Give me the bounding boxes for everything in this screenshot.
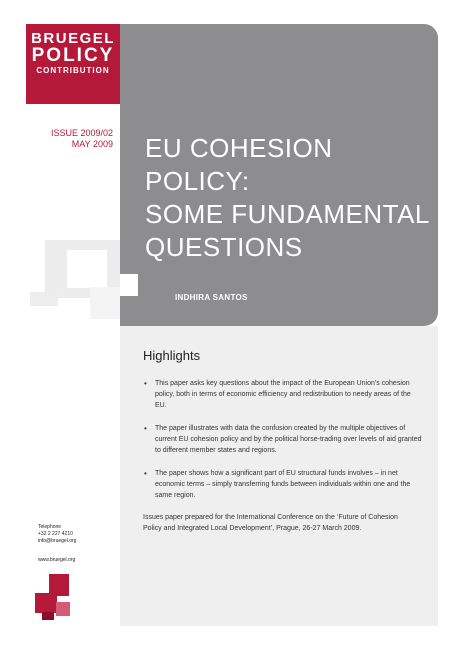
logo-line-contribution: CONTRIBUTION <box>36 66 110 75</box>
decor-square <box>120 274 138 296</box>
logo-line-policy: POLICY <box>31 45 115 66</box>
decor-red-square <box>56 602 70 616</box>
issue-number: ISSUE 2009/02 <box>50 128 113 138</box>
decor-red-square <box>35 593 57 613</box>
highlight-bullet: • This paper asks key questions about the impact of the European Union's cohesion policy, both in terms of economic efficiency and redistribution to needy areas of the EU. <box>143 378 423 411</box>
title-line: QUESTIONS <box>145 232 303 262</box>
decor-square <box>30 292 58 306</box>
title-line: SOME FUNDAMENTAL <box>145 199 430 229</box>
decor-square <box>67 250 107 288</box>
highlight-bullet: • The paper shows how a significant part of EU structural funds involves – in net economic terms – simply transferring funds between individuals within one and the same region. <box>143 468 423 501</box>
author-name: INDHIRA SANTOS <box>175 293 248 302</box>
issue-info <box>13 128 113 150</box>
title-line: EU COHESION POLICY: <box>145 133 333 196</box>
website-link[interactable]: www.bruegel.org <box>38 557 76 563</box>
highlights-heading: Highlights <box>143 348 201 363</box>
contact-block <box>38 524 76 545</box>
email-address: info@bruegel.org <box>38 538 77 544</box>
decor-square <box>90 287 120 319</box>
telephone-label: Telephone <box>38 524 62 530</box>
bruegel-logo <box>26 24 120 104</box>
highlight-bullet: • The paper illustrates with data the confusion created by the multiple objectives of current EU cohesion policy and by the political horse-trading over levels of aid granted to different member states and regions. <box>143 423 423 456</box>
telephone-number: +32 2 227 4210 <box>38 531 73 537</box>
logo-line-bruegel: BRUEGEL <box>31 30 115 47</box>
page-title <box>145 132 435 264</box>
decor-red-square <box>42 612 54 620</box>
highlights-list <box>143 378 423 513</box>
issue-date: MAY 2009 <box>71 139 113 149</box>
conference-note: Issues paper prepared for the International Conference on the ‘Future of Cohesion Policy and Integrated Local Development’, Prague, 26-27 March 2009. <box>143 514 398 532</box>
